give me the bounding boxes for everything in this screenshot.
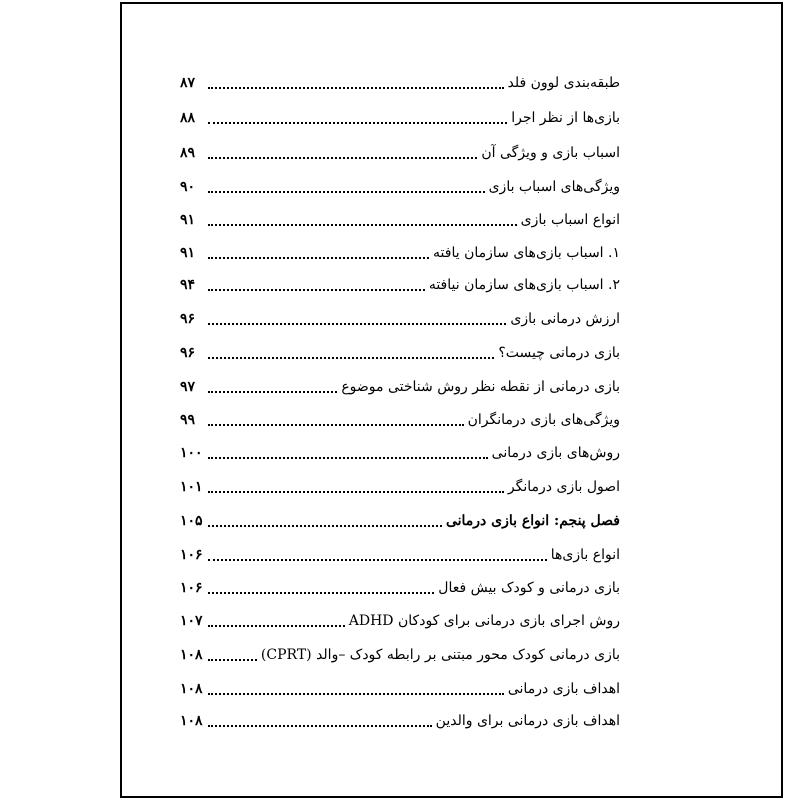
- toc-entry: [180, 136, 620, 162]
- toc-entry-page: ۱۰۸: [180, 647, 203, 663]
- toc-entry-page: ۱۰۸: [180, 713, 203, 729]
- toc-entry: [180, 538, 620, 564]
- toc-entry-title: ویژگی‌های اسباب بازی: [488, 179, 620, 195]
- toc-entry: [180, 302, 620, 328]
- toc-entry: [180, 66, 620, 92]
- toc-entry-page: ۱۰۰: [180, 445, 203, 461]
- toc-leader-dots: [208, 156, 477, 159]
- toc-entry-title: ۱. اسباب بازی‌های سازمان یافته: [433, 245, 620, 261]
- toc-entry-page: ۹۹: [180, 412, 196, 428]
- toc-leader-dots: [208, 390, 337, 393]
- toc-entry-title: بازی‌ها از نظر اجرا: [511, 110, 620, 126]
- toc-entry: [180, 470, 620, 496]
- toc-entry-page: ۸۹: [180, 145, 196, 161]
- toc-leader-dots: [208, 256, 429, 259]
- toc-entry-page: ۱۰۶: [180, 580, 203, 596]
- toc-leader-dots: [208, 456, 488, 459]
- toc-entry-page: ۹۴: [180, 277, 196, 293]
- toc-entry: [180, 403, 620, 429]
- toc-entry-page: ۹۱: [180, 245, 196, 261]
- toc-entry: [180, 571, 620, 597]
- toc-leader-dots: [208, 356, 494, 359]
- toc-entry: [180, 101, 620, 127]
- toc-entry: [180, 170, 620, 196]
- toc-entry-title: بازی درمانی چیست؟: [498, 345, 620, 361]
- toc-entry-title: بازی درمانی از نقطه نظر روش شناختی موضوع: [341, 379, 620, 395]
- toc-entry-page: ۱۰۱: [180, 479, 203, 495]
- toc-entry-title: روش اجرای بازی درمانی برای کودکان ADHD: [348, 613, 620, 629]
- toc-entry-title: روش‌های بازی درمانی: [491, 445, 620, 461]
- toc-entry-title: اصول بازی درمانگر: [507, 479, 620, 495]
- toc-entry-page: ۹۷: [180, 379, 196, 395]
- toc-entry-title: ویژگی‌های بازی درمانگران: [467, 412, 620, 428]
- toc-entry: [180, 436, 620, 462]
- toc-entry-title: انواع بازی‌ها: [550, 547, 620, 563]
- toc-entry-title: اسباب بازی و ویژگی آن: [481, 145, 620, 161]
- toc-entry-title: بازی درمانی کودک محور مبتنی بر رابطه کودک –والد (CPRT): [260, 647, 620, 663]
- toc-entry: [180, 236, 620, 262]
- toc-entry: [180, 336, 620, 362]
- toc-leader-dots: [208, 558, 547, 561]
- toc-entry-page: ۱۰۸: [180, 681, 203, 697]
- toc-entry-title: ۲. اسباب بازی‌های سازمان نیافته: [428, 277, 620, 293]
- toc-leader-dots: [208, 423, 464, 426]
- toc-entry-page: ۹۶: [180, 345, 196, 361]
- toc-entry-page: ۸۸: [180, 110, 196, 126]
- toc-entry: [180, 370, 620, 396]
- toc-entry-title: طبقه‌بندی لوون فلد: [507, 75, 620, 91]
- toc-entry-title: ارزش درمانی بازی: [510, 311, 620, 327]
- toc-leader-dots: [208, 288, 425, 291]
- toc-entry-page: ۱۰۷: [180, 613, 203, 629]
- toc-entry-page: ۸۷: [180, 75, 196, 91]
- toc-entry-title: بازی درمانی و کودک بیش فعال: [438, 580, 620, 596]
- toc-leader-dots: [208, 490, 504, 493]
- toc-entry-page: ۹۰: [180, 179, 196, 195]
- toc-leader-dots: [208, 86, 504, 89]
- toc-leader-dots: [208, 524, 442, 527]
- toc-entry: [180, 268, 620, 294]
- toc-entry-page: ۹۶: [180, 311, 196, 327]
- toc-entry-page: ۹۱: [180, 212, 196, 228]
- toc-entry-title: انواع اسباب بازی: [520, 212, 620, 228]
- toc-leader-dots: [208, 223, 517, 226]
- toc-chapter-title: فصل پنجم: انواع بازی درمانی: [445, 513, 620, 529]
- toc-entry: [180, 203, 620, 229]
- toc-entry-title: اهداف بازی درمانی: [507, 681, 620, 697]
- toc-entry: [180, 672, 620, 698]
- toc-leader-dots: [208, 322, 506, 325]
- toc-chapter-entry: [180, 504, 620, 530]
- toc-leader-dots: [208, 121, 507, 124]
- toc-leader-dots: [208, 624, 345, 627]
- toc-leader-dots: [208, 658, 257, 661]
- toc-entry: [180, 604, 620, 630]
- toc-leader-dots: [208, 591, 434, 594]
- toc-leader-dots: [208, 692, 504, 695]
- toc-leader-dots: [208, 724, 432, 727]
- toc-entry: [180, 638, 620, 664]
- toc-entry-title: اهداف بازی درمانی برای والدین: [435, 713, 620, 729]
- toc-entry-page: ۱۰۶: [180, 547, 203, 563]
- toc-entry-page: ۱۰۵: [180, 513, 203, 529]
- toc-leader-dots: [208, 190, 485, 193]
- toc-entry: [180, 704, 620, 730]
